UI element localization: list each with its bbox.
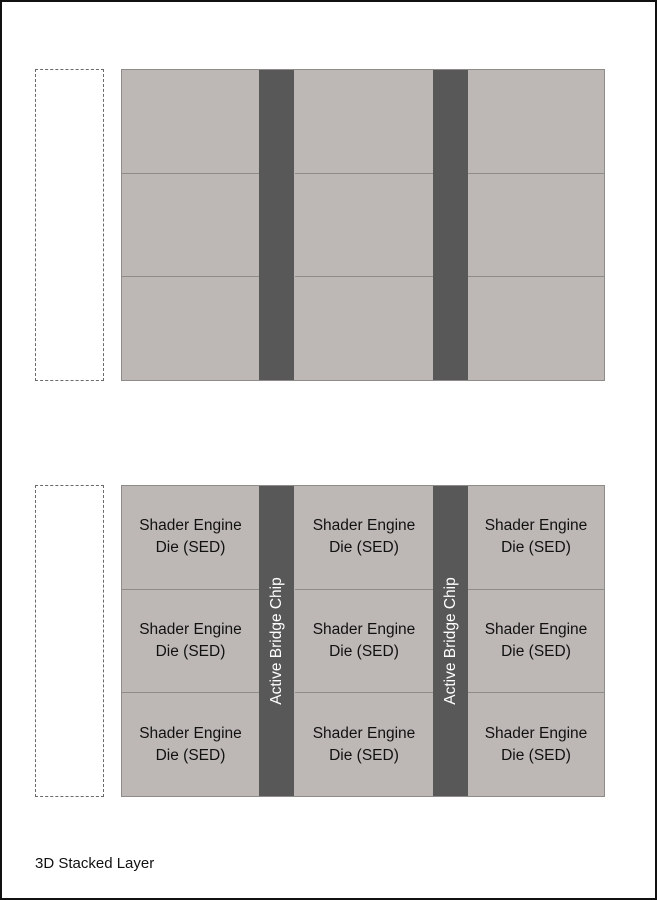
die-cell — [468, 590, 604, 694]
die-cell — [468, 174, 604, 278]
stacked-layer-bottom — [121, 485, 605, 797]
placeholder-slot-top — [35, 69, 104, 381]
die-cell — [122, 590, 259, 694]
die-cell — [295, 590, 433, 694]
placeholder-slot-bottom — [35, 485, 104, 797]
die-cell — [468, 277, 604, 381]
layer-caption: 3D Stacked Layer — [35, 855, 155, 872]
die-label: Shader Engine Die (SED) — [484, 724, 588, 764]
bridge-chip — [433, 486, 468, 796]
die-cell — [122, 70, 259, 174]
bridge-chip — [433, 70, 468, 380]
die-cell — [295, 486, 433, 590]
die-label: Shader Engine Die (SED) — [484, 517, 588, 557]
die-label: Shader Engine Die (SED) — [139, 620, 242, 660]
die-cell — [295, 693, 433, 797]
die-cell — [468, 70, 604, 174]
die-cell — [122, 486, 259, 590]
bridge-chip — [259, 486, 294, 796]
die-label: Shader Engine Die (SED) — [139, 724, 242, 764]
bridge-chip-label: Active Bridge Chip — [441, 577, 459, 705]
die-cell — [122, 693, 259, 797]
die-cell — [295, 277, 433, 381]
die-cell — [122, 277, 259, 381]
die-label: Shader Engine Die (SED) — [139, 517, 242, 557]
die-label: Shader Engine Die (SED) — [312, 620, 416, 660]
die-cell — [122, 174, 259, 278]
die-cell — [295, 174, 433, 278]
die-cell — [295, 70, 433, 174]
die-label: Shader Engine Die (SED) — [312, 517, 416, 557]
die-label: Shader Engine Die (SED) — [312, 724, 416, 764]
bridge-chip-label: Active Bridge Chip — [267, 577, 285, 705]
die-cell — [468, 693, 604, 797]
die-label: Shader Engine Die (SED) — [484, 620, 588, 660]
die-cell — [468, 486, 604, 590]
bridge-chip — [259, 70, 294, 380]
stacked-layer-top — [121, 69, 605, 381]
